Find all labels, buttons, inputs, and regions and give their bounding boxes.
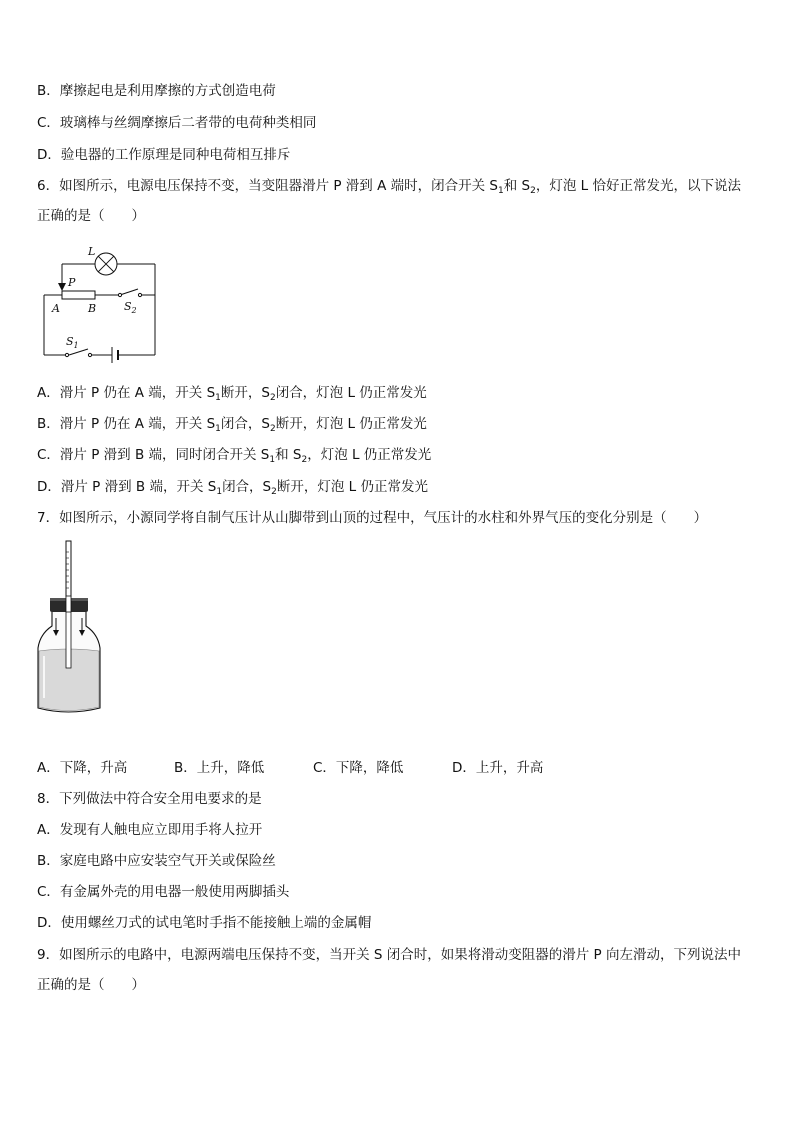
q7-stem: 7．如图所示，小源同学将自制气压计从山脚带到山顶的过程中，气压计的水柱和外界气压的变化分别是（ ） bbox=[37, 510, 708, 526]
q7-option-b: B．上升，降低 bbox=[174, 760, 265, 776]
q8-option-a: A．发现有人触电应立即用手将人拉开 bbox=[37, 822, 263, 838]
rheostat-symbol bbox=[62, 291, 95, 299]
q8-option-c: C．有金属外壳的用电器一般使用两脚插头 bbox=[37, 884, 290, 900]
q6-option-a: A．滑片 P 仍在 A 端，开关 $S_1$断开，$S_2$闭合，灯泡 L 仍正常发光 bbox=[37, 385, 427, 403]
q7-option-c: C．下降，降低 bbox=[313, 760, 404, 776]
q9-stem-line1: 9．如图所示的电路中，电源两端电压保持不变，当开关 S 闭合时，如果将滑动变阻器的滑片 P 向左滑动，下列说法中 bbox=[37, 947, 741, 963]
label-S1: $S_1$ bbox=[66, 335, 79, 350]
q6-stem-line1: 6．如图所示，电源电压保持不变，当变阻器滑片 P 滑到 A 端时，闭合开关 $S_1$和 $S_2$，灯泡 L 恰好正常发光，以下说法 bbox=[37, 178, 741, 196]
q6-circuit-diagram bbox=[36, 240, 166, 364]
q5-option-d: D．验电器的工作原理是同种电荷相互排斥 bbox=[37, 147, 291, 163]
label-S2: $S_2$ bbox=[124, 300, 137, 315]
q6-stem-line2: 正确的是（ ） bbox=[37, 208, 145, 224]
q7-options-row bbox=[37, 758, 757, 778]
label-L: L bbox=[88, 245, 96, 258]
q5-option-c: C．玻璃棒与丝绸摩擦后二者带的电荷种类相同 bbox=[37, 115, 317, 131]
q7-option-a: A．下降，升高 bbox=[37, 760, 128, 776]
q6-option-c: C．滑片 P 滑到 B 端，同时闭合开关 $S_1$和 $S_2$，灯泡 L 仍正常发光 bbox=[37, 447, 432, 465]
q9-stem-line2: 正确的是（ ） bbox=[37, 977, 145, 993]
q8-option-d: D．使用螺丝刀式的试电笔时手指不能接触上端的金属帽 bbox=[37, 915, 372, 931]
q8-stem: 8．下列做法中符合安全用电要求的是 bbox=[37, 791, 262, 807]
slider-arrow-icon bbox=[58, 283, 66, 291]
q7-barometer-bottle bbox=[34, 538, 104, 714]
q6-option-b: B．滑片 P 仍在 A 端，开关 $S_1$闭合，$S_2$断开，灯泡 L 仍正常发光 bbox=[37, 416, 427, 434]
q7-option-d: D．上升，升高 bbox=[452, 760, 544, 776]
q6-option-d: D．滑片 P 滑到 B 端，开关 $S_1$闭合，$S_2$断开，灯泡 L 仍正常发光 bbox=[37, 479, 428, 497]
glass-tube bbox=[66, 541, 71, 597]
label-P: P bbox=[68, 276, 76, 289]
label-A: A bbox=[52, 302, 60, 315]
q5-option-b: B．摩擦起电是利用摩擦的方式创造电荷 bbox=[37, 83, 276, 99]
label-B: B bbox=[88, 302, 97, 315]
q8-option-b: B．家庭电路中应安装空气开关或保险丝 bbox=[37, 853, 276, 869]
switch-s2-symbol bbox=[120, 289, 138, 295]
